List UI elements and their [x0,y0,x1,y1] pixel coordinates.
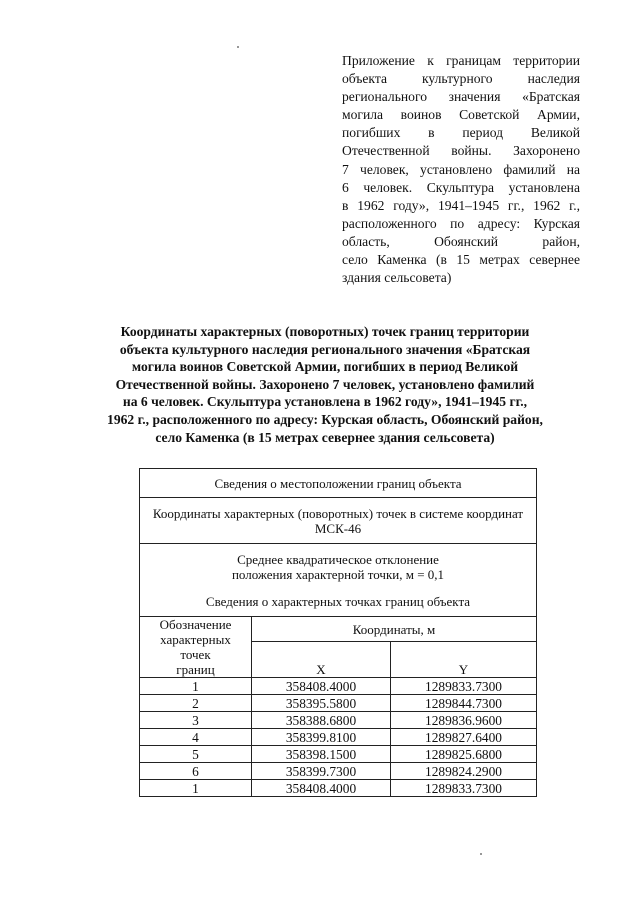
table-row [140,729,537,746]
scan-speck [237,46,239,48]
annex-line: область, Обоянский район, [342,233,580,249]
table-row [140,763,537,780]
deviation-line: положения характерной точки, м = 0,1 [231,566,445,582]
y-cell: 1289824.2900 [391,763,537,780]
x-cell: 358388.6800 [252,712,391,729]
x-cell: 358395.5800 [252,695,391,712]
point-id-cell: 3 [140,712,252,729]
annex-line: село Каменка (в 15 метрах севернее [342,252,580,268]
x-cell: 358399.7300 [252,763,391,780]
y-cell: 1289833.7300 [391,678,537,695]
heading-line: Отечественной войны. Захоронено 7 человек, установлено фамилий [115,376,535,392]
x-cell: 358398.1500 [252,746,391,763]
annex-line: могила воинов Советской Армии, [342,107,580,123]
scan-speck [480,853,482,855]
heading-line: Координаты характерных (поворотных) точек границ территории [120,324,530,339]
table-row [140,469,537,498]
heading-line: село Каменка (в 15 метрах севернее здания сельсовета) [155,429,495,445]
point-id-cell: 2 [140,695,252,712]
spacer [144,582,532,594]
table-row [140,712,537,729]
heading-line: на 6 человек. Скульптура установлена в 1962 году», 1941–1945 гг., [122,394,528,410]
point-id-cell: 1 [140,780,252,797]
annex-line: объекта культурного наследия [342,71,580,87]
coordinates-column-header: Координаты, м [252,617,537,642]
table-row [140,544,537,617]
y-cell: 1289833.7300 [391,780,537,797]
heading-line: объекта культурного наследия регионального значения «Братская [119,341,531,357]
point-id-cell: 1 [140,678,252,695]
header-line: Обозначение [159,617,232,632]
header-line: характерных точек [160,632,231,662]
y-cell: 1289836.9600 [391,712,537,729]
table-row [140,498,537,544]
annex-line: Отечественной войны. Захоронено [342,143,580,159]
annex-line: погибших в период Великой [342,125,580,141]
table-row [140,678,537,695]
x-cell: 358408.4000 [252,678,391,695]
y-cell: 1289827.6400 [391,729,537,746]
document-heading [86,323,564,446]
points-title: Сведения о характерных точках границ объекта [205,593,471,609]
heading-line: 1962 г., расположенного по адресу: Курская область, Обоянский район, [107,411,543,427]
annex-line: расположенного по адресу: Курская [342,215,580,231]
x-column-header: X [252,642,391,678]
coordinate-system-name: МСК-46 [314,520,362,536]
table-row [140,695,537,712]
y-cell: 1289825.6800 [391,746,537,763]
heading-line: могила воинов Советской Армии, погибших в период Великой [131,359,519,375]
annex-line: здания сельсовета) [342,270,452,286]
deviation-line: Среднее квадратическое отклонение [237,551,439,567]
coordinate-system-line: Координаты характерных (поворотных) точек в системе координат [152,505,524,521]
annex-line: Приложение к границам территории [342,53,580,68]
header-line: границ [176,662,215,677]
x-cell: 358408.4000 [252,780,391,797]
table-row [140,780,537,797]
point-column-header [140,617,252,678]
x-cell: 358399.8100 [252,729,391,746]
annex-line: регионального значения «Братская [342,89,580,105]
location-title-cell: Сведения о местоположении границ объекта [140,469,537,498]
coordinates-table [139,468,537,797]
y-cell: 1289844.7300 [391,695,537,712]
table-row [140,746,537,763]
point-id-cell: 5 [140,746,252,763]
annex-line: 6 человек. Скульптура установлена [342,179,580,195]
point-id-cell: 4 [140,729,252,746]
annex-line: в 1962 году», 1941–1945 гг., 1962 г., [342,197,580,213]
annex-note [342,52,580,287]
table-header-row [140,617,537,642]
annex-line: 7 человек, установлено фамилий на [342,161,580,177]
deviation-cell [140,544,537,617]
coordinate-system-cell [140,498,537,544]
y-column-header: Y [391,642,537,678]
point-id-cell: 6 [140,763,252,780]
